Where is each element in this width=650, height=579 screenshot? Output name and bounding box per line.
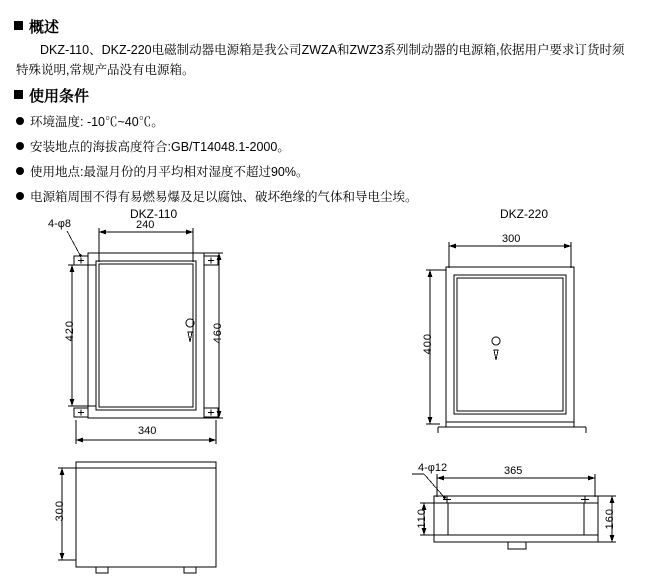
dkz-220-dim-400: 400 <box>422 333 434 355</box>
overview-paragraph: DKZ-110、DKZ-220电磁制动器电源箱是我公司ZWZA和ZWZ3系列制动器的电源箱,依据用户要求订货时须特殊说明,常规产品没有电源箱。 <box>16 43 625 77</box>
dkz-110-hole-note: 4-φ8 <box>48 218 72 230</box>
dkz-110-dim-460: 460 <box>212 322 224 344</box>
dkz-220-dim-365: 365 <box>504 465 523 477</box>
dkz-110-title: DKZ-110 <box>130 207 178 221</box>
condition-item-2-label: 安装地点的海拔高度符合:GB/T14048.1-2000。 <box>30 140 290 154</box>
dkz-220-dim-110: 110 <box>416 508 428 529</box>
condition-item-4-label: 电源箱周围不得有易燃易爆及足以腐蚀、破坏绝缘的气体和导电尘埃。 <box>30 190 418 204</box>
dkz-110-side-dim-300: 300 <box>54 500 66 522</box>
section-heading-conditions-label: 使用条件 <box>29 88 90 105</box>
dkz-220-title: DKZ-220 <box>500 207 549 221</box>
condition-item-3-label: 使用地点:最湿月份的月平均相对湿度不超过90%。 <box>30 165 309 179</box>
dkz-220-dim-160: 160 <box>604 508 616 530</box>
dkz-110-dim-420: 420 <box>64 320 76 342</box>
condition-item-1-label: 环境温度: -10℃~40℃。 <box>30 115 164 129</box>
section-heading-overview-label: 概述 <box>29 19 60 36</box>
dkz-110-dim-340: 340 <box>138 425 157 437</box>
dkz-220-hole-note: 4-φ12 <box>418 462 448 474</box>
dkz-110-dim-240: 240 <box>136 219 155 231</box>
dkz-220-dim-300: 300 <box>502 233 521 245</box>
